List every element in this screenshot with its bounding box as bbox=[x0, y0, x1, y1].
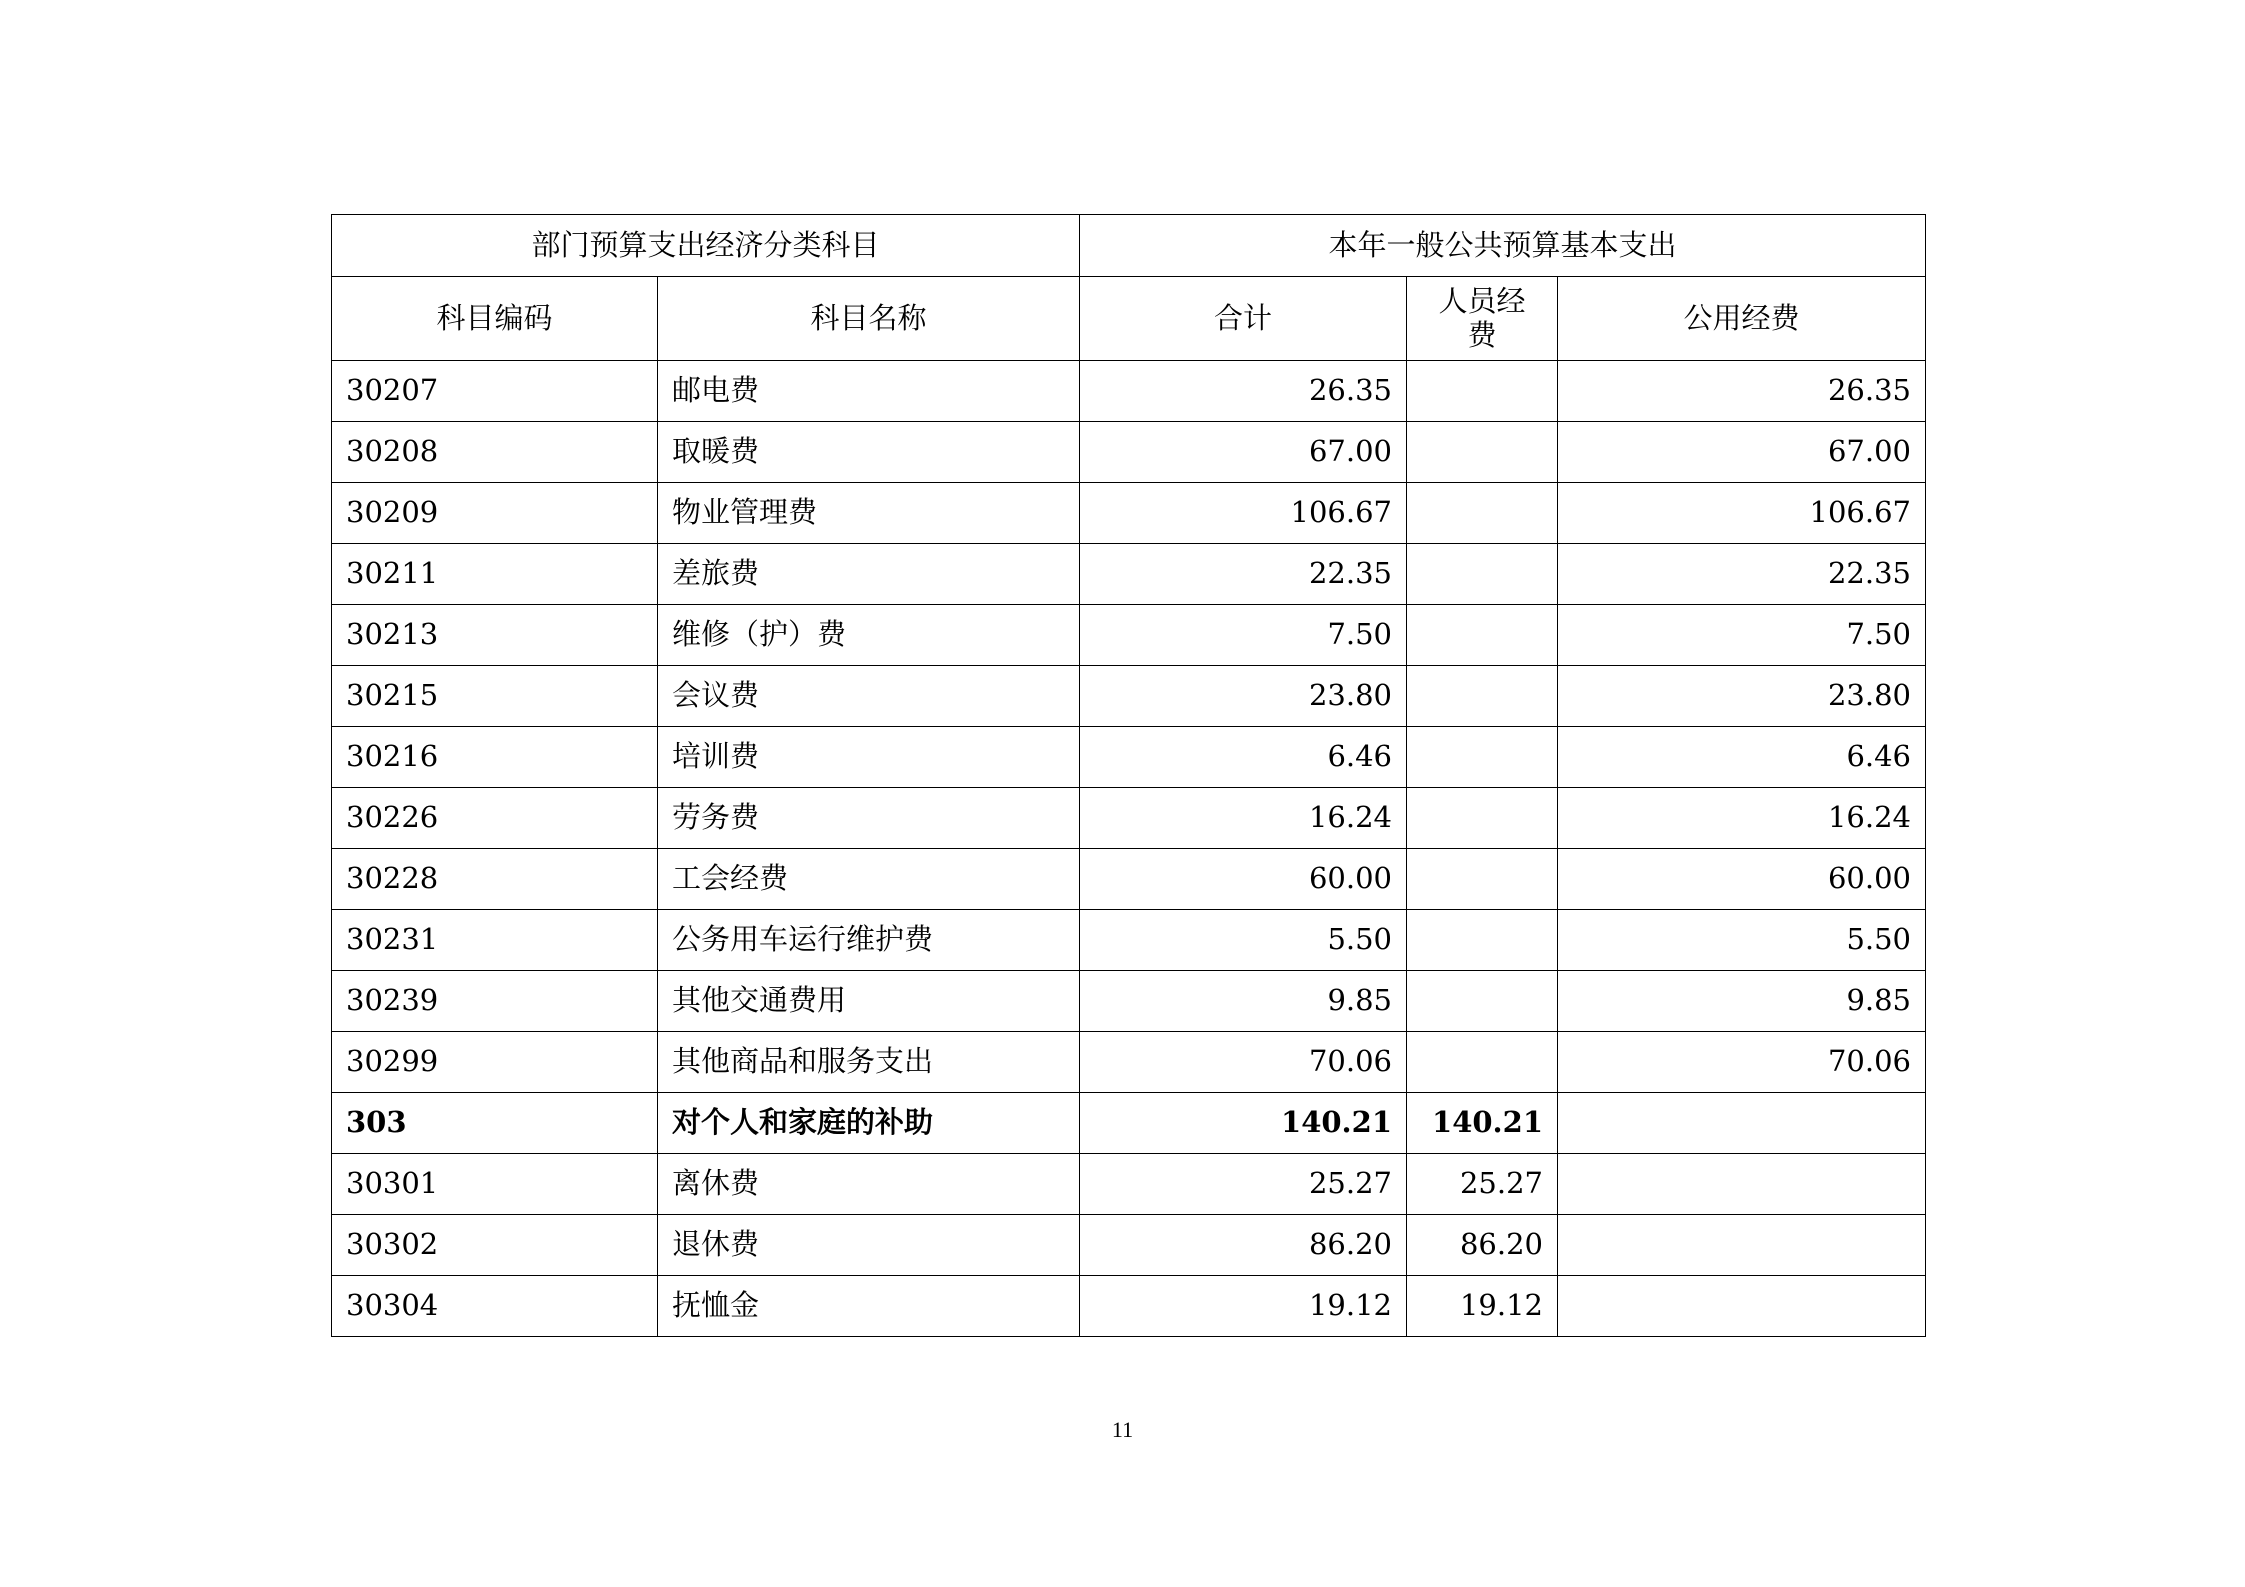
cell-code: 30216 bbox=[332, 727, 658, 788]
cell-public bbox=[1558, 1276, 1926, 1337]
table-row bbox=[332, 1276, 1926, 1337]
cell-total: 86.20 bbox=[1080, 1215, 1407, 1276]
cell-code: 30304 bbox=[332, 1276, 658, 1337]
cell-name: 差旅费 bbox=[658, 544, 1080, 605]
table-row bbox=[332, 1154, 1926, 1215]
cell-personnel: 25.27 bbox=[1407, 1154, 1558, 1215]
column-header-personnel: 人员经费 bbox=[1407, 277, 1558, 361]
cell-personnel bbox=[1407, 971, 1558, 1032]
cell-public: 22.35 bbox=[1558, 544, 1926, 605]
cell-code: 30211 bbox=[332, 544, 658, 605]
cell-public: 60.00 bbox=[1558, 849, 1926, 910]
table-body bbox=[332, 215, 1926, 1337]
cell-code: 30302 bbox=[332, 1215, 658, 1276]
cell-public: 6.46 bbox=[1558, 727, 1926, 788]
cell-personnel: 86.20 bbox=[1407, 1215, 1558, 1276]
cell-code: 30231 bbox=[332, 910, 658, 971]
cell-public bbox=[1558, 1154, 1926, 1215]
page-number: 11 bbox=[1111, 1417, 1134, 1442]
table-row bbox=[332, 544, 1926, 605]
column-header-public: 公用经费 bbox=[1558, 277, 1926, 361]
group-header-row bbox=[332, 215, 1926, 277]
cell-total: 19.12 bbox=[1080, 1276, 1407, 1337]
cell-public: 70.06 bbox=[1558, 1032, 1926, 1093]
table-row bbox=[332, 1215, 1926, 1276]
cell-total: 140.21 bbox=[1080, 1093, 1407, 1154]
cell-name: 公务用车运行维护费 bbox=[658, 910, 1080, 971]
cell-personnel bbox=[1407, 727, 1558, 788]
cell-name: 会议费 bbox=[658, 666, 1080, 727]
cell-personnel: 19.12 bbox=[1407, 1276, 1558, 1337]
cell-name: 离休费 bbox=[658, 1154, 1080, 1215]
cell-name: 其他交通费用 bbox=[658, 971, 1080, 1032]
table-row bbox=[332, 1093, 1926, 1154]
cell-code: 30208 bbox=[332, 422, 658, 483]
cell-total: 22.35 bbox=[1080, 544, 1407, 605]
cell-name: 退休费 bbox=[658, 1215, 1080, 1276]
cell-name: 维修（护）费 bbox=[658, 605, 1080, 666]
cell-personnel bbox=[1407, 544, 1558, 605]
cell-name: 工会经费 bbox=[658, 849, 1080, 910]
cell-total: 25.27 bbox=[1080, 1154, 1407, 1215]
cell-name: 培训费 bbox=[658, 727, 1080, 788]
cell-public: 67.00 bbox=[1558, 422, 1926, 483]
cell-personnel: 140.21 bbox=[1407, 1093, 1558, 1154]
cell-code: 30209 bbox=[332, 483, 658, 544]
cell-total: 5.50 bbox=[1080, 910, 1407, 971]
column-header-name: 科目名称 bbox=[658, 277, 1080, 361]
cell-code: 30228 bbox=[332, 849, 658, 910]
cell-code: 30301 bbox=[332, 1154, 658, 1215]
cell-code: 30299 bbox=[332, 1032, 658, 1093]
cell-personnel bbox=[1407, 605, 1558, 666]
cell-public: 26.35 bbox=[1558, 361, 1926, 422]
cell-personnel bbox=[1407, 361, 1558, 422]
cell-personnel bbox=[1407, 422, 1558, 483]
cell-public: 9.85 bbox=[1558, 971, 1926, 1032]
table-row bbox=[332, 361, 1926, 422]
cell-total: 9.85 bbox=[1080, 971, 1407, 1032]
cell-personnel bbox=[1407, 910, 1558, 971]
cell-total: 106.67 bbox=[1080, 483, 1407, 544]
cell-name: 邮电费 bbox=[658, 361, 1080, 422]
table-row bbox=[332, 666, 1926, 727]
cell-name: 对个人和家庭的补助 bbox=[658, 1093, 1080, 1154]
cell-name: 其他商品和服务支出 bbox=[658, 1032, 1080, 1093]
cell-personnel bbox=[1407, 788, 1558, 849]
cell-total: 7.50 bbox=[1080, 605, 1407, 666]
column-header-row bbox=[332, 277, 1926, 361]
table-row bbox=[332, 605, 1926, 666]
cell-total: 6.46 bbox=[1080, 727, 1407, 788]
cell-total: 67.00 bbox=[1080, 422, 1407, 483]
table-row bbox=[332, 788, 1926, 849]
cell-code: 30226 bbox=[332, 788, 658, 849]
cell-total: 26.35 bbox=[1080, 361, 1407, 422]
cell-code: 30215 bbox=[332, 666, 658, 727]
table-row bbox=[332, 1032, 1926, 1093]
cell-code: 303 bbox=[332, 1093, 658, 1154]
cell-total: 16.24 bbox=[1080, 788, 1407, 849]
cell-public: 5.50 bbox=[1558, 910, 1926, 971]
cell-name: 劳务费 bbox=[658, 788, 1080, 849]
table-row bbox=[332, 910, 1926, 971]
cell-code: 30207 bbox=[332, 361, 658, 422]
cell-personnel bbox=[1407, 1032, 1558, 1093]
cell-public: 106.67 bbox=[1558, 483, 1926, 544]
cell-total: 60.00 bbox=[1080, 849, 1407, 910]
cell-personnel bbox=[1407, 849, 1558, 910]
cell-name: 物业管理费 bbox=[658, 483, 1080, 544]
cell-code: 30239 bbox=[332, 971, 658, 1032]
table-row bbox=[332, 483, 1926, 544]
table-row bbox=[332, 422, 1926, 483]
cell-total: 70.06 bbox=[1080, 1032, 1407, 1093]
cell-public: 7.50 bbox=[1558, 605, 1926, 666]
cell-code: 30213 bbox=[332, 605, 658, 666]
group-header-economic-classification: 部门预算支出经济分类科目 bbox=[332, 215, 1080, 277]
column-header-total: 合计 bbox=[1080, 277, 1407, 361]
group-header-basic-expenditure: 本年一般公共预算基本支出 bbox=[1080, 215, 1926, 277]
cell-personnel bbox=[1407, 666, 1558, 727]
cell-personnel bbox=[1407, 483, 1558, 544]
table-row bbox=[332, 849, 1926, 910]
budget-expenditure-table bbox=[331, 214, 1926, 1337]
cell-public: 23.80 bbox=[1558, 666, 1926, 727]
cell-public bbox=[1558, 1215, 1926, 1276]
cell-public: 16.24 bbox=[1558, 788, 1926, 849]
table-row bbox=[332, 727, 1926, 788]
cell-name: 取暖费 bbox=[658, 422, 1080, 483]
cell-name: 抚恤金 bbox=[658, 1276, 1080, 1337]
table-row bbox=[332, 971, 1926, 1032]
cell-public bbox=[1558, 1093, 1926, 1154]
cell-total: 23.80 bbox=[1080, 666, 1407, 727]
column-header-code: 科目编码 bbox=[332, 277, 658, 361]
